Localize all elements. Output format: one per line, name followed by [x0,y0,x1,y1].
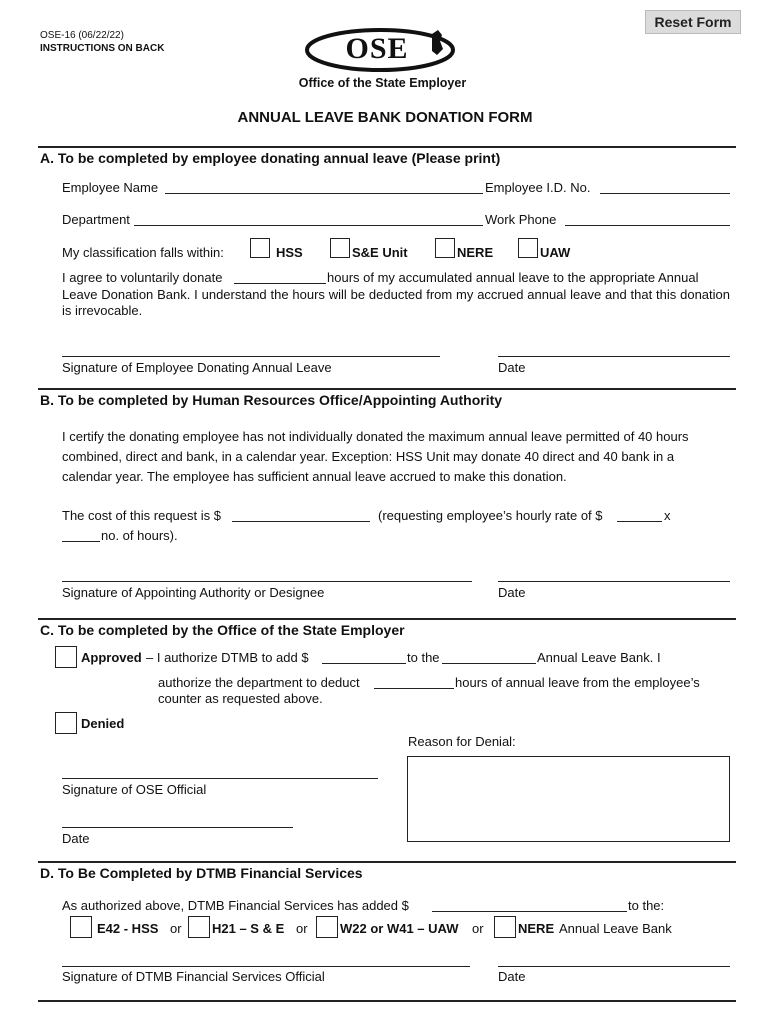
authority-date-line[interactable] [498,581,730,582]
w22-uaw-checkbox[interactable] [316,916,338,938]
certify-line-2: combined, direct and bank, in a calendar year. Exception: HSS Unit may donate 40 direct and 40 bank in a [62,449,675,464]
authority-signature-label: Signature of Appointing Authority or Designee [62,585,325,600]
reset-form-button[interactable]: Reset Form [645,10,741,34]
uaw-checkbox[interactable] [518,238,538,258]
work-phone-field[interactable] [565,225,730,226]
approved-checkbox[interactable] [55,646,77,668]
denied-label: Denied [81,716,125,731]
page-title: ANNUAL LEAVE BANK DONATION FORM [237,109,533,126]
department-label: Department [62,212,130,227]
nere-d-label: NERE [518,921,555,936]
counter-text: counter as requested above. [158,691,323,706]
work-phone-label: Work Phone [485,212,557,227]
form-code: OSE-16 (06/22/22) [40,30,124,41]
hss-label: HSS [276,245,303,260]
cost-label: The cost of this request is $ [62,508,221,523]
denied-checkbox[interactable] [55,712,77,734]
certify-line-1: I certify the donating employee has not individually donated the maximum annual leave permitted of 40 hours [62,429,689,444]
logo-subtitle: Office of the State Employer [298,76,467,90]
approved-text: – I authorize DTMB to add $ [146,650,309,665]
w22-uaw-label: W22 or W41 – UAW [340,921,459,936]
to-the-d-label: to the: [628,898,665,913]
classification-label: My classification falls within: [62,245,224,260]
e42-hss-checkbox[interactable] [70,916,92,938]
nere-checkbox[interactable] [435,238,455,258]
ose-date-label: Date [62,831,90,846]
employee-name-label: Employee Name [62,180,159,195]
authorized-prefix: As authorized above, DTMB Financial Services has added $ [62,898,409,913]
agree-suffix: hours of my accumulated annual leave to the appropriate Annual [327,270,699,285]
dtmb-date-line[interactable] [498,966,730,967]
se-unit-checkbox[interactable] [330,238,350,258]
approved-label: Approved [81,650,142,665]
department-field[interactable] [134,225,483,226]
section-b-heading: B. To be completed by Human Resources Office/Appointing Authority [40,392,503,408]
section-c-heading: C. To be completed by the Office of the State Employer [40,622,405,638]
dtmb-signature-line[interactable] [62,966,470,967]
donate-hours-field[interactable] [234,283,326,284]
ose-signature-label: Signature of OSE Official [62,782,207,797]
reason-label: Reason for Denial: [408,734,516,749]
e42-hss-label: E42 - HSS [97,921,159,936]
annual-leave-bank-text: Annual Leave Bank. I [537,650,661,665]
instructions-note: INSTRUCTIONS ON BACK [40,43,165,54]
or-2: or [296,921,308,936]
michigan-icon [432,30,443,55]
hours-label: no. of hours). [101,528,178,543]
nere-d-checkbox[interactable] [494,916,516,938]
employee-signature-label: Signature of Employee Donating Annual Leave [62,360,332,375]
cost-field[interactable] [232,521,370,522]
section-c-rule [38,618,736,620]
reason-for-denial-box[interactable] [407,756,730,842]
section-a-rule [38,146,736,148]
section-a-heading: A. To be completed by employee donating annual leave (Please print) [40,150,501,166]
nere-label: NERE [457,245,494,260]
ose-date-line[interactable] [62,827,293,828]
h21-se-checkbox[interactable] [188,916,210,938]
rate-multiply: x [664,508,671,523]
logo-text: OSE [345,32,409,65]
dtmb-signature-label: Signature of DTMB Financial Services Official [62,969,325,984]
authorize-prefix: authorize the department to deduct [158,675,360,690]
dtmb-amount-field[interactable] [432,911,627,912]
agree-text: Leave Donation Bank. I understand the hours will be deducted from my accrued annual leave and that this donation is irrevocable. [62,287,730,318]
section-b-rule [38,388,736,390]
bank-name-field[interactable] [442,663,536,664]
annual-leave-bank-d: Annual Leave Bank [559,921,672,936]
to-the-label: to the [407,650,440,665]
bottom-rule [38,1000,736,1002]
dtmb-date-label: Date [498,969,526,984]
approved-amount-field[interactable] [322,663,406,664]
h21-se-label: H21 – S & E [212,921,285,936]
authorize-suffix: hours of annual leave from the employee’s [455,675,700,690]
ose-logo [300,24,470,94]
deduct-hours-field[interactable] [374,688,454,689]
employee-date-line[interactable] [498,356,730,357]
employee-name-field[interactable] [165,193,483,194]
authority-signature-line[interactable] [62,581,472,582]
or-1: or [170,921,182,936]
uaw-label: UAW [540,245,571,260]
certify-line-3: calendar year. The employee has sufficient annual leave accrued to make this donation. [62,469,567,484]
hourly-rate-field[interactable] [617,521,662,522]
section-d-heading: D. To Be Completed by DTMB Financial Services [40,865,363,881]
agree-prefix: I agree to voluntarily donate [62,270,223,285]
employee-id-field[interactable] [600,193,730,194]
hours-field[interactable] [62,541,100,542]
employee-signature-line[interactable] [62,356,440,357]
section-d-rule [38,861,736,863]
rate-label: (requesting employee’s hourly rate of $ [378,508,603,523]
se-unit-label: S&E Unit [352,245,408,260]
employee-date-label: Date [498,360,526,375]
authority-date-label: Date [498,585,526,600]
hss-checkbox[interactable] [250,238,270,258]
ose-signature-line[interactable] [62,778,378,779]
employee-id-label: Employee I.D. No. [485,180,591,195]
or-3: or [472,921,484,936]
